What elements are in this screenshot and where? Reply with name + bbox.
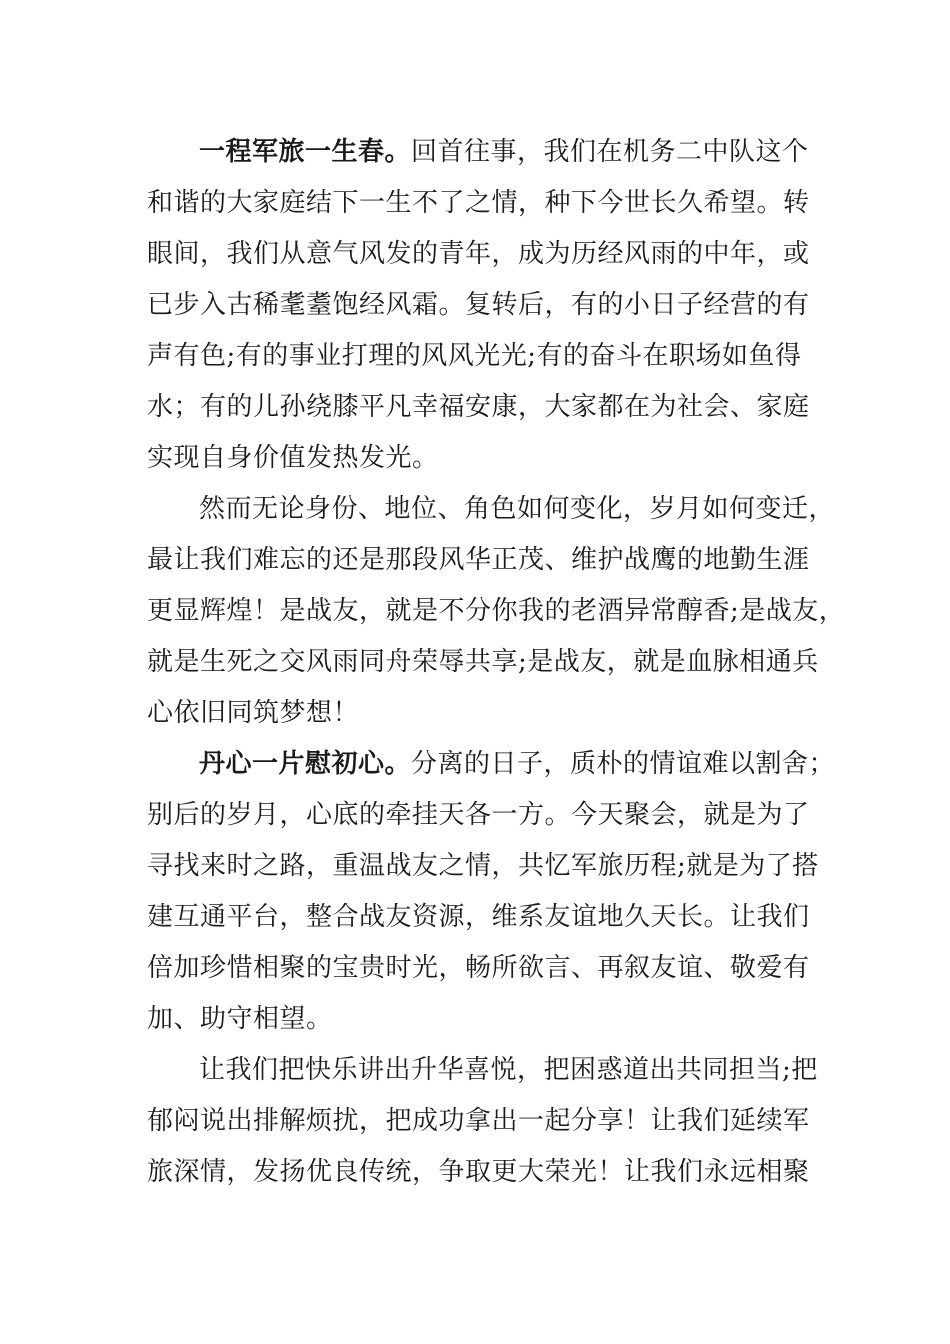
paragraph-line: 已步入古稀耄耋饱经风霜。复转后，有的小日子经营的有: [147, 290, 810, 320]
paragraph-line: 实现自身价值发热发光。: [147, 443, 439, 473]
paragraph-4: [147, 1045, 818, 1198]
paragraph-line: 最让我们难忘的还是那段风华正茂、维护战鹰的地勤生涯: [147, 545, 810, 575]
paragraph-line: 寻找来时之路，重温战友之情，共忆军旅历程;就是为了搭: [147, 851, 819, 881]
paragraph-line: 郁闷说出排解烦扰，把成功拿出一起分享！让我们延续军: [147, 1106, 810, 1136]
paragraph-line: 加、助守相望。: [147, 1004, 333, 1034]
lead-phrase: 一程军旅一生春。: [199, 137, 412, 167]
lead-phrase: 丹心一片慰初心。: [199, 749, 412, 779]
paragraph-1: [147, 127, 810, 484]
line-text: 回首往事，我们在机务二中队这个: [411, 137, 809, 167]
paragraph-3: [147, 739, 836, 1045]
paragraph-line: [147, 127, 807, 178]
paragraph-line: 旅深情，发扬优良传统，争取更大荣光！让我们永远相聚: [147, 1157, 810, 1187]
paragraph-line: 更显辉煌！是战友，就是不分你我的老酒异常醇香;是战友，: [147, 596, 846, 626]
paragraph-line: 和谐的大家庭结下一生不了之情，种下今世长久希望。转: [147, 188, 810, 218]
paragraph-line: [147, 739, 836, 790]
paragraph-line: 就是生死之交风雨同舟荣辱共享;是战友，就是血脉相通兵: [147, 647, 819, 677]
paragraph-line: 然而无论身份、地位、角色如何变化，岁月如何变迁，: [199, 494, 836, 524]
paragraph-line: 声有色;有的事业打理的风风光光;有的奋斗在职场如鱼得: [147, 341, 802, 371]
paragraph-line: 水；有的儿孙绕膝平凡幸福安康，大家都在为社会、家庭: [147, 392, 810, 422]
paragraph-line: 建互通平台，整合战友资源，维系友谊地久天长。让我们: [147, 902, 810, 932]
paragraph-line: 倍加珍惜相聚的宝贵时光，畅所欲言、再叙友谊、敬爱有: [147, 953, 810, 983]
paragraph-line: 别后的岁月，心底的牵挂天各一方。今天聚会，就是为了: [147, 800, 810, 830]
paragraph-line: 眼间，我们从意气风发的青年，成为历经风雨的中年，或: [147, 239, 810, 269]
paragraph-line: 让我们把快乐讲出升华喜悦，把困惑道出共同担当;把: [199, 1055, 818, 1085]
paragraph-2: [147, 484, 846, 739]
line-text: 分离的日子，质朴的情谊难以割舍；: [411, 749, 836, 779]
paragraph-line: 心依旧同筑梦想！: [147, 698, 360, 728]
document-body: [147, 127, 846, 1198]
